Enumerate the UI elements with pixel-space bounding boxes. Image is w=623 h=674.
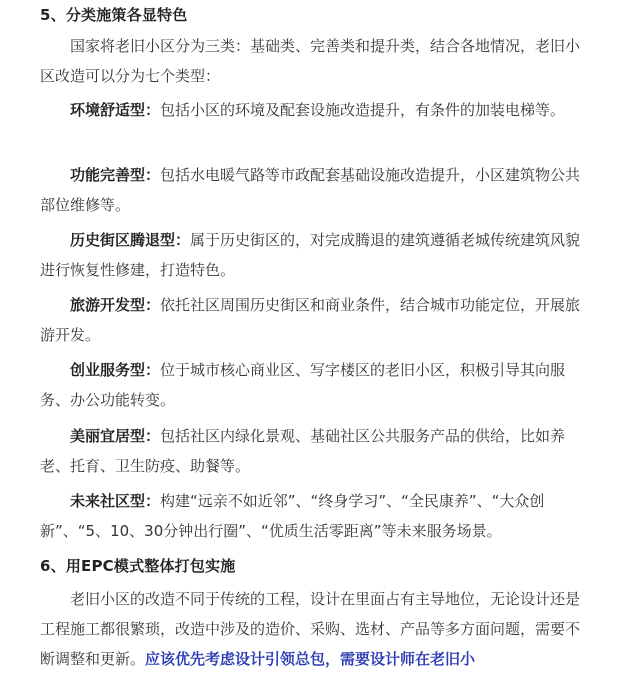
section-6-text: 老旧小区的改造不同于传统的工程，设计在里面占有主导地位，无论设计还是工程施工都很繁琐，改造中涉及的造价、采购、选材、产品等多方面问题，需要不断调整和更新。 bbox=[40, 590, 581, 668]
type-term: 环境舒适型： bbox=[70, 101, 161, 119]
section-6-highlight: 应该优先考虑设计引领总包，需要设计师在老旧小 bbox=[145, 650, 476, 668]
section-5-heading: 5、分类施策各显特色 bbox=[40, 6, 188, 24]
type-term: 历史街区腾退型： bbox=[70, 231, 191, 249]
type-description: 包括小区的环境及配套设施改造提升，有条件的加装电梯等。 bbox=[160, 101, 566, 119]
section-5-intro: 国家将老旧小区分为三类：基础类、完善类和提升类，结合各地情况，老旧小区改造可以分为七个类型： bbox=[40, 37, 581, 85]
type-item-function bbox=[40, 160, 588, 220]
type-term: 未来社区型： bbox=[70, 492, 161, 510]
type-term: 创业服务型： bbox=[70, 361, 161, 379]
type-term: 美丽宜居型： bbox=[70, 427, 161, 445]
type-item-future bbox=[40, 486, 588, 546]
type-description: 包括社区内绿化景观、基础社区公共服务产品的供给，比如养 老、托育、卫生防疫、助餐等。 bbox=[40, 427, 581, 475]
type-item-environment bbox=[40, 95, 588, 125]
type-description: 依托社区周围历史街区和商业条件，结合城市功能定位，开展旅游开发。 bbox=[40, 296, 581, 344]
type-description: 构建“远亲不如近邻”、“终身学习”、“全民康养”、“大众创新”、“5、10、30分钟出行圈”、“优质生活零距离”等未来服务场景。 bbox=[40, 492, 545, 540]
type-description: 包括水电暖气路等市政配套基础设施改造提升，小区建筑物公共部位维修等。 bbox=[40, 166, 581, 214]
section-6-heading: 6、用EPC模式整体打包实施 bbox=[40, 557, 236, 575]
type-term: 功能完善型： bbox=[70, 166, 161, 184]
type-item-tourism bbox=[40, 290, 588, 350]
type-item-historic bbox=[40, 225, 588, 285]
type-item-livable bbox=[40, 421, 588, 481]
type-term: 旅游开发型： bbox=[70, 296, 161, 314]
type-item-business bbox=[40, 355, 588, 415]
section-6-paragraph bbox=[40, 584, 588, 674]
type-description: 位于城市核心商业区、写字楼区的老旧小区，积极引导其向服务、办公功能转变。 bbox=[40, 361, 566, 409]
type-description: 属于历史街区的，对完成腾退的建筑遵循老城传统建筑风貌进行恢复性修建，打造特色。 bbox=[40, 231, 581, 279]
